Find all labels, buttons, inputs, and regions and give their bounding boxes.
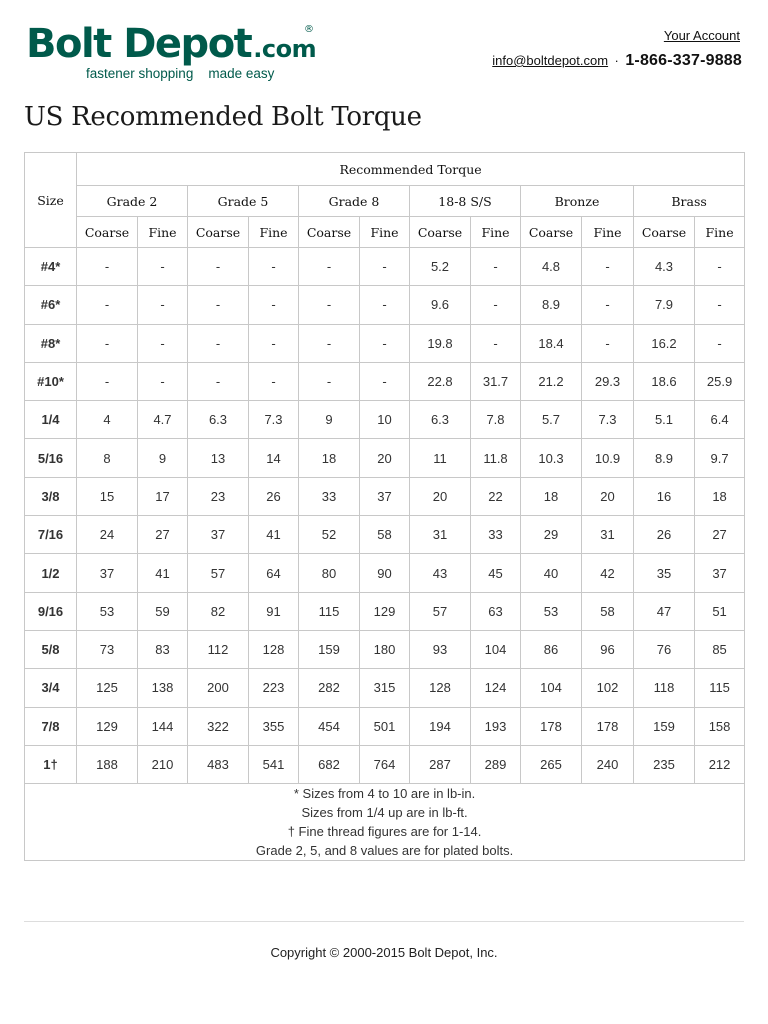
torque-value-cell: 22: [471, 477, 521, 515]
bolt-size-cell: #8*: [25, 324, 77, 362]
torque-value-cell: 25.9: [695, 362, 745, 400]
torque-value-cell: 180: [360, 630, 410, 668]
torque-value-cell: 9: [138, 439, 188, 477]
torque-value-cell: 287: [410, 745, 471, 783]
torque-value-cell: 129: [360, 592, 410, 630]
table-row: [25, 745, 745, 783]
torque-value-cell: -: [582, 286, 634, 324]
bolt-size-cell: 7/16: [25, 516, 77, 554]
torque-value-cell: 194: [410, 707, 471, 745]
torque-value-cell: 322: [188, 707, 249, 745]
thread-type-header: Coarse: [299, 217, 360, 248]
torque-value-cell: 59: [138, 592, 188, 630]
torque-value-cell: 7.8: [471, 401, 521, 439]
torque-value-cell: -: [249, 286, 299, 324]
table-notes: [25, 784, 745, 861]
note-line: Sizes from 1/4 up are in lb-ft.: [301, 805, 468, 821]
torque-value-cell: 125: [77, 669, 138, 707]
table-row: [25, 324, 745, 362]
bolt-size-cell: 9/16: [25, 592, 77, 630]
torque-value-cell: 29.3: [582, 362, 634, 400]
torque-value-cell: 26: [634, 516, 695, 554]
torque-value-cell: 33: [299, 477, 360, 515]
table-row: [25, 592, 745, 630]
contact-separator: ·: [614, 53, 619, 68]
torque-value-cell: 124: [471, 669, 521, 707]
torque-value-cell: 8.9: [634, 439, 695, 477]
torque-value-cell: 4.8: [521, 248, 582, 286]
torque-value-cell: 91: [249, 592, 299, 630]
torque-value-cell: 5.2: [410, 248, 471, 286]
torque-value-cell: 18.6: [634, 362, 695, 400]
torque-value-cell: 73: [77, 630, 138, 668]
bolt-size-cell: 5/8: [25, 630, 77, 668]
torque-value-cell: 501: [360, 707, 410, 745]
torque-value-cell: -: [138, 362, 188, 400]
torque-value-cell: -: [138, 248, 188, 286]
thread-type-header: Fine: [582, 217, 634, 248]
thread-type-header: Fine: [695, 217, 745, 248]
torque-value-cell: 235: [634, 745, 695, 783]
torque-value-cell: -: [249, 248, 299, 286]
torque-value-cell: 27: [138, 516, 188, 554]
site-header: [0, 0, 768, 90]
torque-value-cell: 45: [471, 554, 521, 592]
torque-value-cell: 289: [471, 745, 521, 783]
torque-value-cell: 24: [77, 516, 138, 554]
torque-value-cell: 93: [410, 630, 471, 668]
torque-value-cell: 42: [582, 554, 634, 592]
torque-value-cell: 27: [695, 516, 745, 554]
torque-value-cell: -: [360, 248, 410, 286]
torque-value-cell: -: [188, 362, 249, 400]
torque-value-cell: 13: [188, 439, 249, 477]
table-row: [25, 286, 745, 324]
torque-value-cell: 5.1: [634, 401, 695, 439]
registered-mark: ®: [304, 24, 314, 35]
torque-value-cell: 112: [188, 630, 249, 668]
torque-value-cell: 10.3: [521, 439, 582, 477]
grade-header: Bronze: [521, 186, 634, 217]
bolt-size-cell: 5/16: [25, 439, 77, 477]
torque-value-cell: 454: [299, 707, 360, 745]
torque-value-cell: 4.3: [634, 248, 695, 286]
logo-wordmark: [26, 21, 317, 67]
bolt-size-cell: 3/4: [25, 669, 77, 707]
torque-value-cell: 7.9: [634, 286, 695, 324]
bolt-size-cell: #10*: [25, 362, 77, 400]
torque-value-cell: 53: [521, 592, 582, 630]
logo-tagline-text: fastener shopping made easy: [86, 66, 275, 81]
footer-divider: [24, 921, 744, 922]
torque-value-cell: 31: [582, 516, 634, 554]
table-row: [25, 401, 745, 439]
torque-value-cell: -: [582, 324, 634, 362]
thread-type-header: Coarse: [188, 217, 249, 248]
torque-value-cell: 144: [138, 707, 188, 745]
copyright-text: Copyright © 2000-2015 Bolt Depot, Inc.: [270, 945, 498, 960]
table-row: [25, 630, 745, 668]
torque-value-cell: 212: [695, 745, 745, 783]
torque-value-cell: 193: [471, 707, 521, 745]
your-account-link[interactable]: Your Account: [663, 28, 740, 43]
logo-name: Bolt Depot: [26, 21, 252, 67]
torque-value-cell: 128: [410, 669, 471, 707]
torque-value-cell: 104: [471, 630, 521, 668]
bolt-size-cell: #4*: [25, 248, 77, 286]
torque-value-cell: 64: [249, 554, 299, 592]
table-row: [25, 516, 745, 554]
torque-value-cell: 159: [634, 707, 695, 745]
torque-value-cell: -: [582, 248, 634, 286]
torque-value-cell: 47: [634, 592, 695, 630]
torque-value-cell: 188: [77, 745, 138, 783]
torque-value-cell: 53: [77, 592, 138, 630]
torque-value-cell: 15: [77, 477, 138, 515]
torque-value-cell: 178: [521, 707, 582, 745]
thread-type-header: Coarse: [77, 217, 138, 248]
torque-value-cell: -: [299, 362, 360, 400]
table-row: [25, 554, 745, 592]
torque-value-cell: 31.7: [471, 362, 521, 400]
torque-value-cell: 58: [582, 592, 634, 630]
torque-value-cell: 58: [360, 516, 410, 554]
torque-value-cell: 5.7: [521, 401, 582, 439]
thread-type-header: Fine: [249, 217, 299, 248]
torque-value-cell: 20: [410, 477, 471, 515]
torque-value-cell: 40: [521, 554, 582, 592]
torque-value-cell: 102: [582, 669, 634, 707]
email-link[interactable]: info@boltdepot.com: [492, 53, 609, 68]
torque-value-cell: 9.6: [410, 286, 471, 324]
table-row: [25, 707, 745, 745]
torque-value-cell: 210: [138, 745, 188, 783]
torque-value-cell: 8.9: [521, 286, 582, 324]
torque-value-cell: 9: [299, 401, 360, 439]
torque-value-cell: 129: [77, 707, 138, 745]
torque-value-cell: -: [188, 248, 249, 286]
torque-value-cell: 41: [138, 554, 188, 592]
page-title: US Recommended Bolt Torque: [24, 102, 422, 132]
torque-value-cell: 26: [249, 477, 299, 515]
torque-value-cell: 17: [138, 477, 188, 515]
torque-value-cell: 10.9: [582, 439, 634, 477]
torque-value-cell: -: [695, 286, 745, 324]
torque-value-cell: -: [695, 248, 745, 286]
torque-value-cell: 158: [695, 707, 745, 745]
torque-value-cell: 10: [360, 401, 410, 439]
torque-value-cell: 41: [249, 516, 299, 554]
torque-value-cell: 355: [249, 707, 299, 745]
torque-value-cell: 96: [582, 630, 634, 668]
torque-value-cell: 8: [77, 439, 138, 477]
torque-value-cell: 7.3: [249, 401, 299, 439]
torque-value-cell: 18.4: [521, 324, 582, 362]
torque-value-cell: 9.7: [695, 439, 745, 477]
torque-value-cell: 541: [249, 745, 299, 783]
torque-value-cell: 82: [188, 592, 249, 630]
torque-value-cell: -: [77, 362, 138, 400]
torque-value-cell: 20: [360, 439, 410, 477]
grade-header: Grade 2: [77, 186, 188, 217]
torque-value-cell: 282: [299, 669, 360, 707]
torque-value-cell: 115: [695, 669, 745, 707]
torque-value-cell: 483: [188, 745, 249, 783]
torque-value-cell: -: [138, 324, 188, 362]
torque-value-cell: -: [188, 286, 249, 324]
contact-info: [492, 52, 742, 70]
bolt-size-cell: 3/8: [25, 477, 77, 515]
torque-value-cell: -: [360, 286, 410, 324]
torque-value-cell: 18: [299, 439, 360, 477]
torque-value-cell: 37: [360, 477, 410, 515]
note-line: * Sizes from 4 to 10 are in lb-in.: [293, 786, 476, 802]
torque-value-cell: 20: [582, 477, 634, 515]
table-row: [25, 439, 745, 477]
torque-value-cell: 35: [634, 554, 695, 592]
torque-value-cell: 104: [521, 669, 582, 707]
torque-value-cell: 682: [299, 745, 360, 783]
torque-value-cell: 265: [521, 745, 582, 783]
torque-value-cell: -: [471, 286, 521, 324]
torque-value-cell: -: [299, 324, 360, 362]
torque-value-cell: -: [360, 324, 410, 362]
torque-value-cell: -: [299, 286, 360, 324]
torque-value-cell: 6.3: [410, 401, 471, 439]
table-row: [25, 248, 745, 286]
torque-value-cell: 85: [695, 630, 745, 668]
torque-value-cell: 43: [410, 554, 471, 592]
torque-value-cell: 37: [188, 516, 249, 554]
torque-value-cell: 16: [634, 477, 695, 515]
table-row: [25, 362, 745, 400]
torque-value-cell: 18: [695, 477, 745, 515]
torque-value-cell: 11.8: [471, 439, 521, 477]
thread-type-header: Fine: [471, 217, 521, 248]
torque-value-cell: 200: [188, 669, 249, 707]
torque-value-cell: 11: [410, 439, 471, 477]
torque-value-cell: 22.8: [410, 362, 471, 400]
thread-type-header: Fine: [360, 217, 410, 248]
grade-header: 18-8 S/S: [410, 186, 521, 217]
bolt-depot-logo[interactable]: [26, 21, 317, 81]
torque-value-cell: 764: [360, 745, 410, 783]
bolt-size-cell: 1†: [25, 745, 77, 783]
size-column-header: Size: [25, 153, 77, 248]
thread-type-header: Coarse: [521, 217, 582, 248]
bolt-size-cell: 1/2: [25, 554, 77, 592]
torque-value-cell: 57: [410, 592, 471, 630]
torque-value-cell: -: [360, 362, 410, 400]
torque-value-cell: 80: [299, 554, 360, 592]
torque-value-cell: 51: [695, 592, 745, 630]
grade-header: Brass: [634, 186, 745, 217]
torque-value-cell: 315: [360, 669, 410, 707]
torque-value-cell: 128: [249, 630, 299, 668]
thread-type-header: Coarse: [410, 217, 471, 248]
table-row: [25, 477, 745, 515]
torque-value-cell: 178: [582, 707, 634, 745]
torque-value-cell: 31: [410, 516, 471, 554]
torque-value-cell: 118: [634, 669, 695, 707]
grade-header: Grade 8: [299, 186, 410, 217]
torque-value-cell: 18: [521, 477, 582, 515]
torque-value-cell: 52: [299, 516, 360, 554]
torque-value-cell: 6.4: [695, 401, 745, 439]
bolt-size-cell: #6*: [25, 286, 77, 324]
note-line: † Fine thread figures are for 1-14.: [287, 824, 482, 840]
torque-value-cell: -: [249, 324, 299, 362]
torque-value-cell: 16.2: [634, 324, 695, 362]
thread-type-header: Fine: [138, 217, 188, 248]
thread-type-header: Coarse: [634, 217, 695, 248]
recommended-torque-header: Recommended Torque: [77, 153, 745, 186]
torque-value-cell: 86: [521, 630, 582, 668]
torque-value-cell: 76: [634, 630, 695, 668]
torque-value-cell: 37: [695, 554, 745, 592]
torque-value-cell: -: [249, 362, 299, 400]
torque-value-cell: 21.2: [521, 362, 582, 400]
torque-value-cell: 29: [521, 516, 582, 554]
torque-value-cell: 240: [582, 745, 634, 783]
torque-value-cell: -: [77, 324, 138, 362]
torque-value-cell: 63: [471, 592, 521, 630]
torque-value-cell: 115: [299, 592, 360, 630]
grade-header: Grade 5: [188, 186, 299, 217]
torque-value-cell: 223: [249, 669, 299, 707]
torque-table: [24, 152, 745, 861]
torque-value-cell: 14: [249, 439, 299, 477]
torque-value-cell: 19.8: [410, 324, 471, 362]
table-row: [25, 669, 745, 707]
torque-value-cell: 37: [77, 554, 138, 592]
torque-value-cell: 6.3: [188, 401, 249, 439]
torque-value-cell: -: [695, 324, 745, 362]
logo-domain: .com: [253, 35, 317, 63]
torque-value-cell: 33: [471, 516, 521, 554]
torque-value-cell: -: [471, 248, 521, 286]
bolt-size-cell: 1/4: [25, 401, 77, 439]
torque-value-cell: -: [77, 286, 138, 324]
torque-value-cell: -: [188, 324, 249, 362]
torque-value-cell: -: [138, 286, 188, 324]
torque-value-cell: 159: [299, 630, 360, 668]
torque-value-cell: 57: [188, 554, 249, 592]
torque-value-cell: -: [77, 248, 138, 286]
bolt-size-cell: 7/8: [25, 707, 77, 745]
torque-value-cell: 7.3: [582, 401, 634, 439]
torque-value-cell: 138: [138, 669, 188, 707]
note-line: Grade 2, 5, and 8 values are for plated bolts.: [255, 843, 514, 859]
torque-value-cell: -: [471, 324, 521, 362]
torque-value-cell: 4.7: [138, 401, 188, 439]
torque-value-cell: 23: [188, 477, 249, 515]
torque-value-cell: 4: [77, 401, 138, 439]
torque-value-cell: 83: [138, 630, 188, 668]
torque-value-cell: 90: [360, 554, 410, 592]
torque-value-cell: -: [299, 248, 360, 286]
phone-number[interactable]: 1-866-337-9888: [625, 52, 742, 69]
logo-tagline: [86, 66, 316, 81]
